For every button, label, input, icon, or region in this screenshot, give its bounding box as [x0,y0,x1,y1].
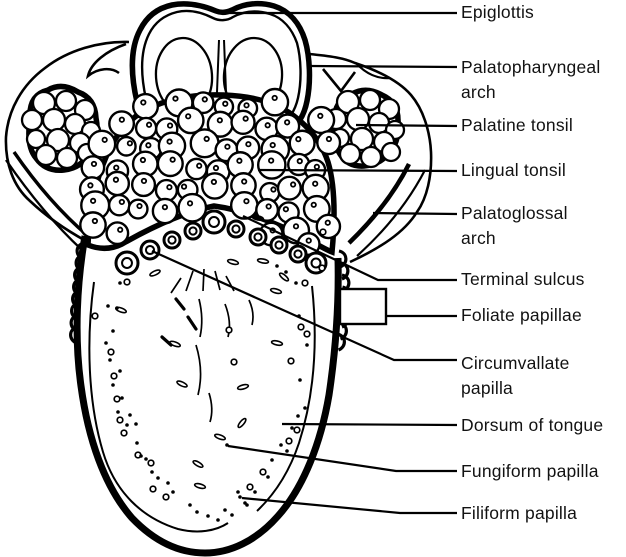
leader-palatopharyngeal-arch [310,66,457,67]
label-lingual-tonsil: Lingual tonsil [461,160,566,180]
label-circumvallate-papilla: Circumvallate papilla [461,353,570,398]
leader-palatine-tonsil [356,125,457,126]
label-palatoglossal-arch: Palatoglossal arch [461,203,568,248]
label-fungiform-papilla: Fungiform papilla [461,461,599,481]
leader-dorsum-of-tongue [282,424,457,425]
leader-lingual-tonsil [258,170,457,171]
label-dorsum-of-tongue: Dorsum of tongue [461,415,604,435]
foliate-bracket [340,289,386,324]
label-palatopharyngeal-arch: Palatopharyngeal arch [461,57,601,102]
leader-palatoglossal-arch [373,213,457,214]
label-palatine-tonsil: Palatine tonsil [461,115,573,135]
label-epiglottis: Epiglottis [461,2,535,22]
label-terminal-sulcus: Terminal sulcus [461,269,585,289]
label-foliate-papillae: Foliate papillae [461,305,582,325]
label-filiform-papilla: Filiform papilla [461,503,578,523]
palatine-tonsil-right-shape [326,90,404,167]
